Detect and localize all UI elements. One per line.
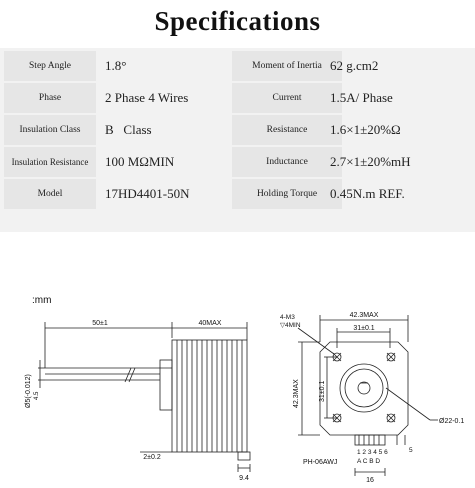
spec-value: 17HD4401-50N — [105, 186, 190, 201]
spec-label: Insulation Class — [4, 115, 96, 145]
connector-model: PH-06AWJ — [303, 459, 338, 466]
dim-pilot-diameter: Ø22-0.1 — [439, 418, 465, 425]
spec-table — [0, 48, 475, 232]
spec-value: 2 Phase 4 Wires — [105, 90, 189, 105]
spec-label: Phase — [4, 83, 96, 113]
unit-label: :mm — [32, 295, 52, 306]
spec-label: Inductance — [232, 147, 342, 177]
dim-thread-depth: ▽4MIN — [280, 322, 301, 329]
connector-wire-letters: A C B D — [357, 458, 381, 465]
dim-front-width: 42.3MAX — [349, 312, 379, 319]
spec-value: 2.7×1±20%mH — [330, 154, 411, 169]
dim-mount-thread: 4-M3 — [280, 314, 295, 321]
dim-connector-width: 16 — [366, 477, 374, 484]
spec-label: Moment of Inertia — [232, 51, 342, 81]
side-view — [38, 322, 250, 472]
dim-front-height: 42.3MAX — [293, 379, 300, 408]
spec-row-phase — [0, 83, 475, 113]
dim-body-length: 40MAX — [198, 320, 222, 327]
connector-pin-numbers: 1 2 3 4 5 6 — [357, 449, 388, 456]
spec-value: 100 MΩMIN — [105, 154, 175, 169]
dim-shaft-length: 50±1 — [92, 320, 108, 327]
spec-label: Holding Torque — [232, 179, 342, 209]
dim-hole-spacing-v: 31±0.1 — [319, 380, 326, 402]
dim-shaft-flat: 4.5 — [34, 391, 40, 400]
spec-label: Resistance — [232, 115, 342, 145]
technical-drawing — [0, 240, 475, 488]
spec-row-step-angle — [0, 51, 475, 81]
page-title: Specifications — [154, 6, 321, 36]
spec-value: 1.8° — [105, 58, 127, 73]
dim-hole-spacing-h: 31±0.1 — [353, 325, 375, 332]
dim-connector-offset: 9.4 — [239, 475, 249, 482]
spec-row-model — [0, 179, 475, 209]
spec-value: 1.5A/ Phase — [330, 90, 393, 105]
spec-label: Current — [232, 83, 342, 113]
spec-row-insulation-resistance — [0, 147, 475, 177]
spec-value: 0.45N.m REF. — [330, 186, 405, 201]
spec-row-insulation-class — [0, 115, 475, 145]
spec-value: B Class — [105, 122, 152, 137]
spec-label: Step Angle — [4, 51, 96, 81]
dim-shaft-diameter: Ø5(-0.012) — [25, 374, 32, 408]
spec-value: 62 g.cm2 — [330, 58, 379, 73]
dim-pilot-height: 2±0.2 — [143, 454, 161, 461]
dim-connector-right: 5 — [409, 447, 413, 454]
spec-label: Model — [4, 179, 96, 209]
spec-label: Insulation Resistance — [4, 147, 96, 177]
spec-value: 1.6×1±20%Ω — [330, 122, 401, 137]
